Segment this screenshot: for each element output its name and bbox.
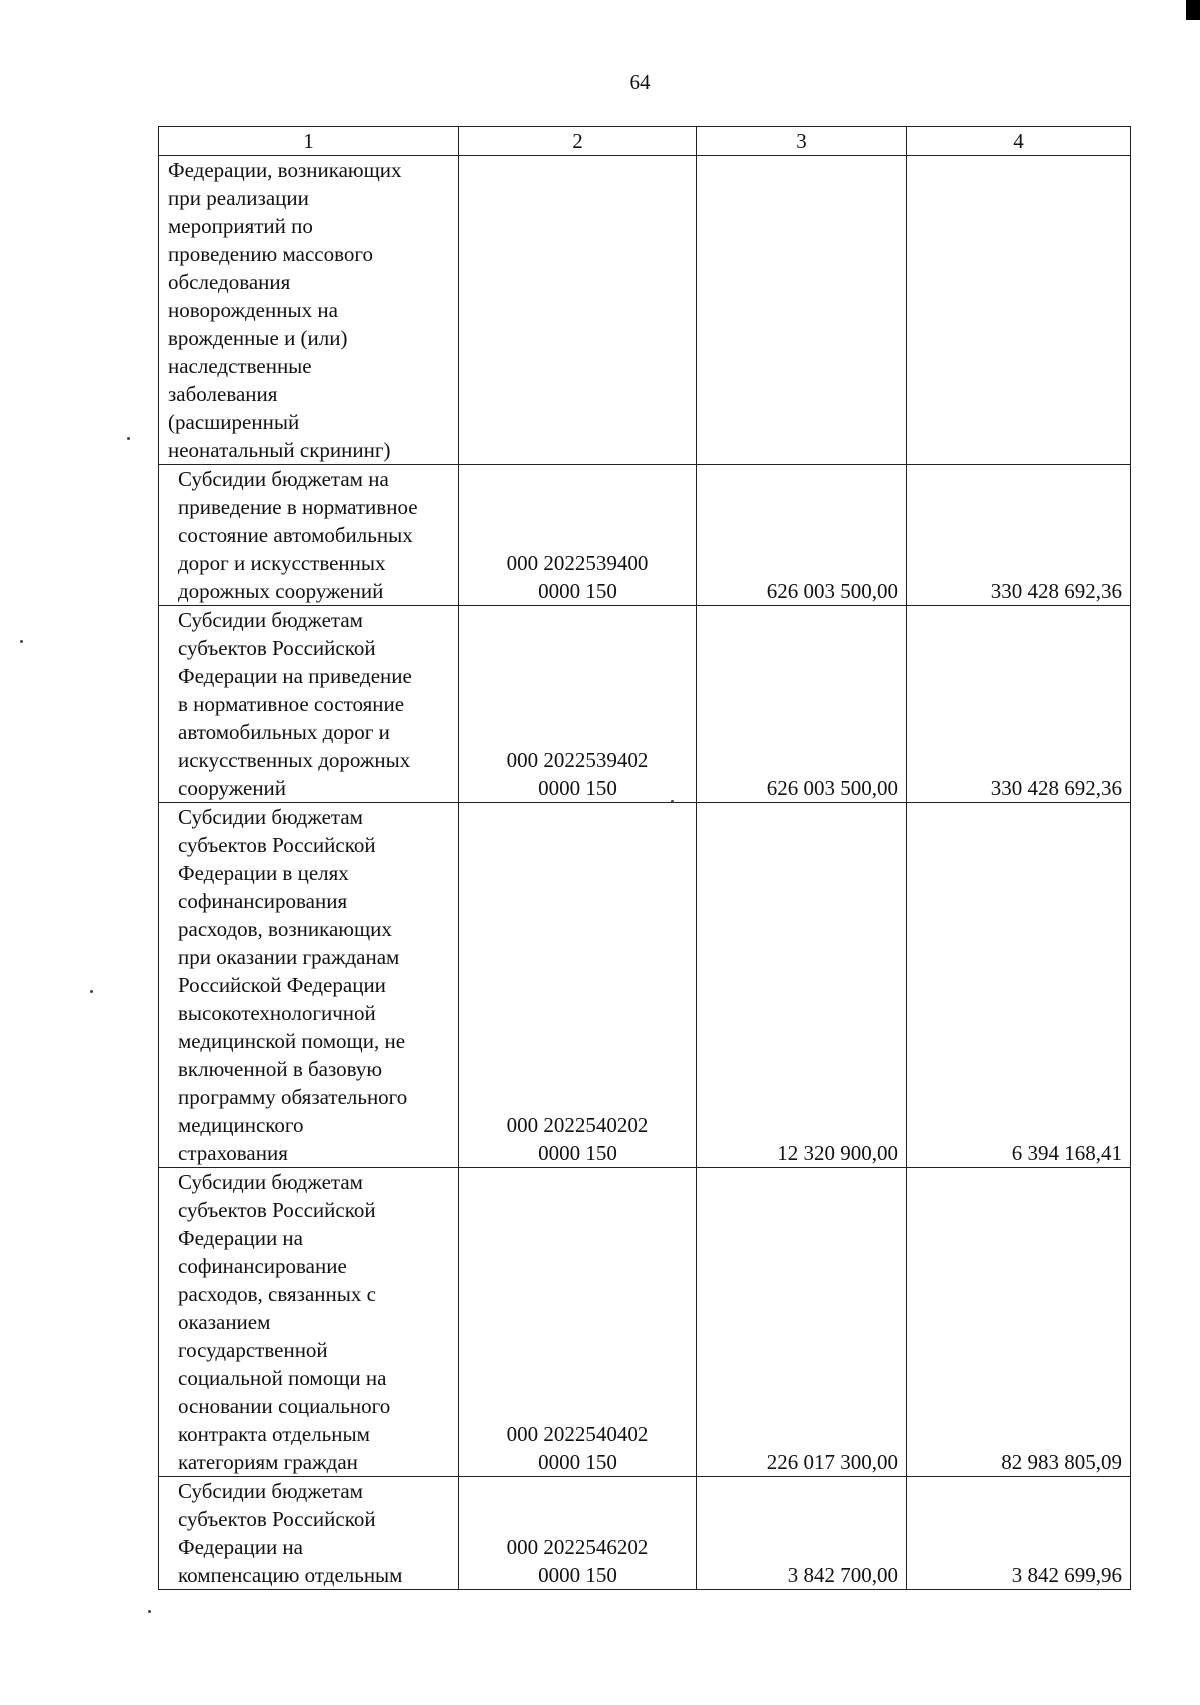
row-name-cell [159,156,459,465]
scan-speck [671,800,674,803]
row-name-line: заболевания [168,382,278,406]
row-name-line: софинансирование [178,1254,347,1278]
table-row [159,465,1131,606]
row-code-line-1: 000 2022546202 [506,1535,649,1559]
table-row [159,803,1131,1168]
row-name-line: мероприятий по [168,214,313,238]
row-name-line: проведению массового [168,242,373,266]
row-name-line: Федерации на [178,1226,303,1250]
row-name-line: Субсидии бюджетам [178,608,363,632]
row-name-line: программу обязательного [178,1085,408,1109]
row-code-cell [459,465,697,606]
row-name-line: сооружений [178,776,287,800]
row-name-line: медицинской помощи, не [178,1029,406,1053]
row-name-line: страхования [178,1141,288,1165]
row-name-line: врожденные и (или) [168,326,348,350]
column-header-4: 4 [907,127,1131,156]
row-name-line: искусственных дорожных [178,748,411,772]
row-name-line: Российской Федерации [178,973,386,997]
row-plan-amount: 12 320 900,00 [697,803,907,1168]
row-name-line: состояние автомобильных [178,523,413,547]
row-name-line: автомобильных дорог и [178,720,390,744]
row-plan-amount: 626 003 500,00 [697,606,907,803]
row-name-line: софинансирования [178,889,348,913]
page-number: 64 [629,70,651,94]
table-row [159,1168,1131,1477]
row-code-cell [459,606,697,803]
row-name-line: (расширенный [168,410,300,434]
row-name-line: Федерации на [178,1535,303,1559]
row-plan-amount [697,156,907,465]
row-name-line: Субсидии бюджетам на [178,467,389,491]
row-plan-amount: 226 017 300,00 [697,1168,907,1477]
row-name-line: оказанием [178,1310,271,1334]
row-actual-amount: 330 428 692,36 [907,465,1131,606]
row-code-line-2: 0000 150 [538,1563,617,1587]
row-name-line: при реализации [168,186,309,210]
row-code-line-1: 000 2022539400 [506,551,649,575]
row-actual-amount: 330 428 692,36 [907,606,1131,803]
row-name-line: наследственные [168,354,312,378]
column-header-1: 1 [159,127,459,156]
row-name-line: компенсацию отдельным [178,1563,403,1587]
row-name-line: медицинского [178,1113,304,1137]
row-name-line: Федерации в целях [178,861,349,885]
row-name-cell [159,1168,459,1477]
row-actual-amount: 3 842 699,96 [907,1477,1131,1590]
table-row [159,156,1131,465]
row-name-line: расходов, связанных с [178,1282,376,1306]
row-code-cell [459,156,697,465]
row-name-line: основании социального [178,1394,391,1418]
row-name-line: новорожденных на [168,298,338,322]
budget-table [158,126,1131,1590]
row-name-line: в нормативное состояние [178,692,405,716]
row-name-line: социальной помощи на [178,1366,387,1390]
row-name-line: высокотехнологичной [178,1001,376,1025]
row-name-line: субъектов Российской [178,1198,376,1222]
row-name-line: дорог и искусственных [178,551,386,575]
row-name-cell [159,803,459,1168]
row-plan-amount: 626 003 500,00 [697,465,907,606]
row-name-line: Субсидии бюджетам [178,805,363,829]
row-name-cell [159,606,459,803]
row-name-line: Субсидии бюджетам [178,1170,363,1194]
scan-corner-mark [1186,0,1200,20]
row-name-line: включенной в базовую [178,1057,383,1081]
row-name-line: обследования [168,270,291,294]
scan-speck [127,437,130,440]
table-row [159,1477,1131,1590]
row-name-line: контракта отдельным [178,1422,370,1446]
row-actual-amount: 6 394 168,41 [907,803,1131,1168]
row-code-line-1: 000 2022539402 [506,748,649,772]
row-name-line: Федерации, возникающих [168,158,402,182]
row-name-line: государственной [178,1338,328,1362]
scan-speck [20,640,23,643]
row-name-line: расходов, возникающих [178,917,392,941]
table-row [159,606,1131,803]
row-name-line: Федерации на приведение [178,664,412,688]
column-header-2: 2 [459,127,697,156]
column-header-3: 3 [697,127,907,156]
row-actual-amount [907,156,1131,465]
row-code-line-2: 0000 150 [538,579,617,603]
row-code-cell [459,1168,697,1477]
row-code-cell [459,1477,697,1590]
row-name-line: Субсидии бюджетам [178,1479,363,1503]
row-code-line-1: 000 2022540402 [506,1422,649,1446]
row-name-line: субъектов Российской [178,1507,376,1531]
table-header-row [159,127,1131,156]
row-name-line: категориям граждан [178,1450,358,1474]
row-name-line: при оказании гражданам [178,945,400,969]
scan-speck [148,1610,151,1613]
row-name-line: неонатальный скрининг) [168,438,391,462]
row-code-line-2: 0000 150 [538,1450,617,1474]
row-name-cell [159,1477,459,1590]
row-code-cell [459,803,697,1168]
row-name-line: субъектов Российской [178,833,376,857]
row-name-line: дорожных сооружений [178,579,384,603]
row-code-line-2: 0000 150 [538,776,617,800]
row-name-line: приведение в нормативное [178,495,418,519]
row-name-line: субъектов Российской [178,636,376,660]
row-code-line-2: 0000 150 [538,1141,617,1165]
row-name-cell [159,465,459,606]
scan-speck [90,990,93,993]
row-plan-amount: 3 842 700,00 [697,1477,907,1590]
row-actual-amount: 82 983 805,09 [907,1168,1131,1477]
row-code-line-1: 000 2022540202 [506,1113,649,1137]
